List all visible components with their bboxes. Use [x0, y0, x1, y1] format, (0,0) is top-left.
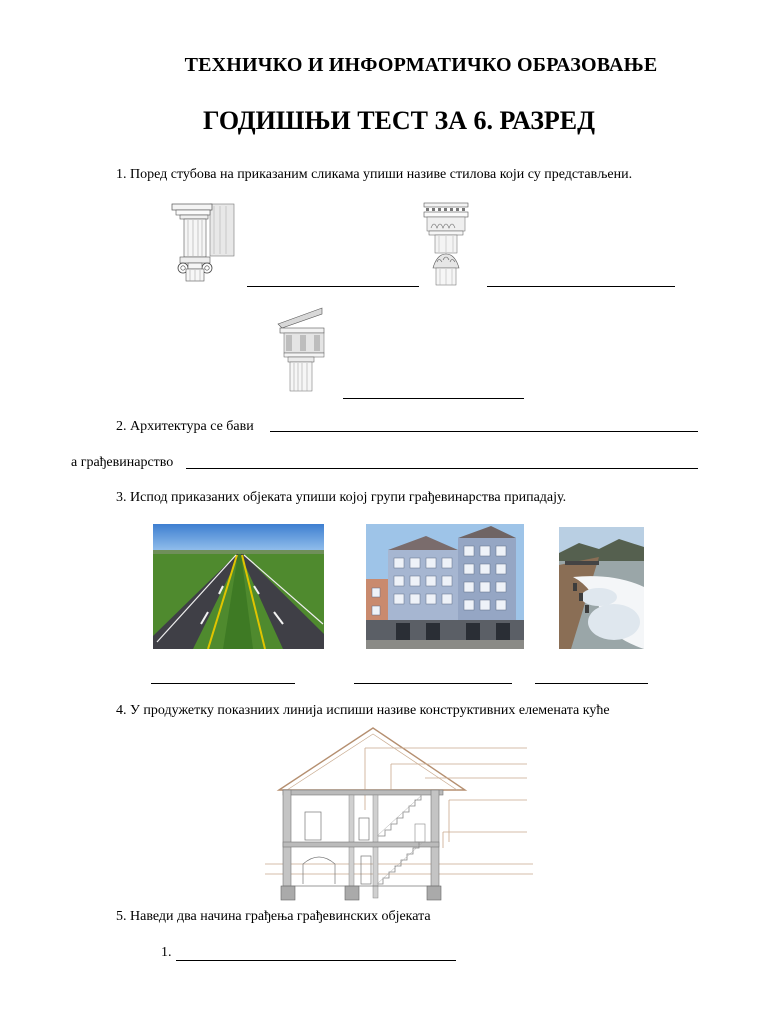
question-2-text: 2. Архитектура се бави [116, 419, 254, 434]
answer-line-architecture[interactable] [270, 431, 698, 432]
question-5-text: 5. Наведи два начина грађења грађевинских објеката [116, 909, 431, 924]
answer-line-construction[interactable] [186, 468, 698, 469]
answer-line-ionic[interactable] [247, 286, 419, 287]
answer-line-method-1[interactable] [176, 960, 456, 961]
building-photo [366, 524, 524, 649]
corinthian-column-image [423, 202, 469, 286]
question-4-text: 4. У продужетку показниих линија испиши називе конструктивних елемената куће [116, 703, 610, 718]
test-title: ГОДИШЊИ ТЕСТ ЗА 6. РАЗРЕД [202, 106, 596, 135]
question-3-text: 3. Испод приказаних објеката упиши којој групи грађевинарства припадају. [116, 490, 567, 505]
answer-line-building[interactable] [354, 683, 512, 684]
subject-heading: ТЕХНИЧКО И ИНФОРМАТИЧКО ОБРАЗОВАЊЕ [184, 54, 658, 76]
answer-line-doric[interactable] [343, 398, 524, 399]
house-cross-section-diagram [265, 724, 533, 902]
doric-column-image [276, 306, 326, 392]
answer-line-dam[interactable] [535, 683, 648, 684]
question-2b-text: а грађевинарство [71, 455, 174, 470]
question-1-text: 1. Поред стубова на приказаним сликама упиши називе стилова који су представљени. [116, 167, 633, 182]
question-5-item-1-number: 1. [161, 945, 172, 960]
answer-line-highway[interactable] [151, 683, 295, 684]
ionic-column-image [170, 202, 236, 282]
highway-photo [153, 524, 324, 649]
answer-line-corinthian[interactable] [487, 286, 675, 287]
dam-photo [559, 527, 644, 649]
